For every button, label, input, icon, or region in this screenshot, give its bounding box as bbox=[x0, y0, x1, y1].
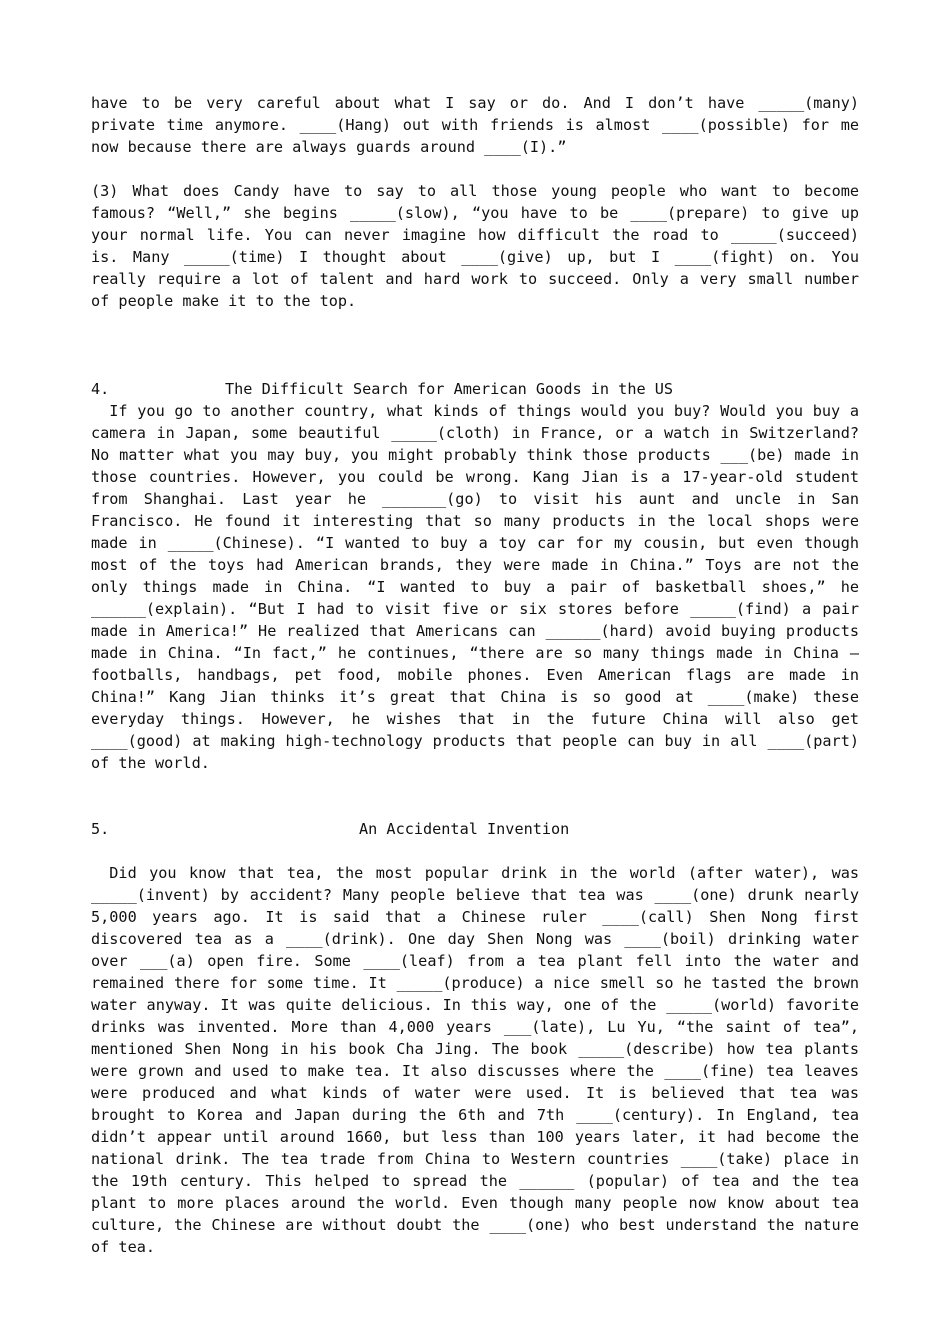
worksheet-page bbox=[91, 92, 859, 1258]
section4-heading bbox=[91, 378, 859, 400]
section4-body-paragraph: If you go to another country, what kinds of things would you buy? Would you buy a camera in Japan, some beautiful _____(cloth) in France, or a watch in Switzerland? No matter what you may buy, you might probably think those products ___(be) made in those countries. However, you could be wrong. Kang Jian is a 17-year-old student from Shanghai. Last year he _______(go) to visit his aunt and uncle in San Francisco. He found it interesting that so many products in the local shops were made in _____(Chinese). “I wanted to buy a toy car for my cousin, but even though most of the toys had American brands, they were made in China.” Toys are not the only things made in China. “I wanted to buy a pair of basketball shoes,” he ______(explain). “But I had to visit five or six stores before _____(find) a pair made in America!” He realized that Americans can ______(hard) avoid buying products made in China. “In fact,” he continues, “there are so many things made in China — footballs, handbags, pet food, mobile phones. Even American flags are made in China!” Kang Jian thinks it’s great that China is so good at ____(make) these everyday things. However, he wishes that in the future China will also get ____(good) at making high-technology products that people can buy in all ____(part) of the world. bbox=[91, 402, 859, 772]
section4-number: 4. bbox=[91, 380, 110, 398]
section5-title: An Accidental Invention bbox=[359, 820, 570, 838]
section5-number: 5. bbox=[91, 820, 110, 838]
section3-candy-paragraph: (3) What does Candy have to say to all those young people who want to become famous? “Well,” she begins _____(slow), “you have to be ____(prepare) to give up your normal life. You can never imagine how difficult the road to _____(succeed) is. Many _____(time) I thought about ____(give) up, but I ____(fight) on. You really require a lot of talent and hard work to succeed. Only a very small number of people make it to the top. bbox=[91, 182, 859, 310]
section4-title: The Difficult Search for American Goods in the US bbox=[225, 380, 674, 398]
section3-intro-paragraph: have to be very careful about what I say or do. And I don’t have _____(many) private time anymore. ____(Hang) out with friends is almost ____(possible) for me now because there are always guards around ____(I).” bbox=[91, 94, 859, 156]
section5-heading bbox=[91, 818, 859, 840]
section5-body-paragraph: Did you know that tea, the most popular drink in the world (after water), was _____(invent) by accident? Many people believe that tea was ____(one) drunk nearly 5,000 years ago. It is said that a Chinese ruler ____(call) Shen Nong first discovered tea as a ____(drink). One day Shen Nong was ____(boil) drinking water over ___(a) open fire. Some ____(leaf) from a tea plant fell into the water and remained there for some time. It _____(produce) a nice smell so he tasted the brown water anyway. It was quite delicious. In this way, one of the _____(world) favorite drinks was invented. More than 4,000 years ___(late), Lu Yu, “the saint of tea”, mentioned Shen Nong in his book Cha Jing. The book _____(describe) how tea plants were grown and used to make tea. It also discusses where the ____(fine) tea leaves were produced and what kinds of water were used. It is believed that tea was brought to Korea and Japan during the 6th and 7th ____(century). In England, tea didn’t appear until around 1660, but less than 100 years later, it had become the national drink. The tea trade from China to Western countries ____(take) place in the 19th century. This helped to spread the ______ (popular) of tea and the tea plant to more places around the world. Even though many people now know about tea culture, the Chinese are without doubt the ____(one) who best understand the nature of tea. bbox=[91, 864, 859, 1256]
